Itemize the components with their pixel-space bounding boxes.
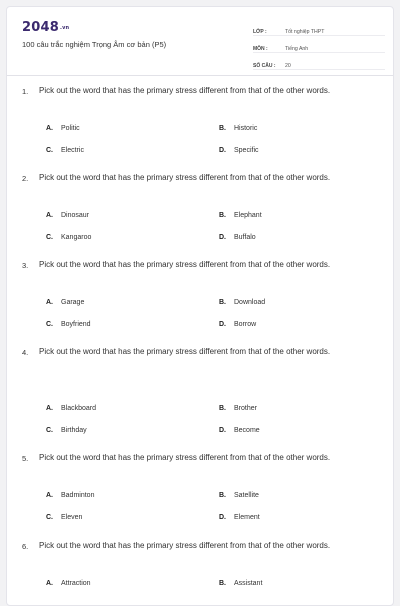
quiz-meta <box>253 19 385 70</box>
question-text: Pick out the word that has the primary stress different from that of the other words. <box>39 453 331 462</box>
quiz-title: 100 câu trắc nghiệm Trọng Âm cơ bản (P5) <box>22 40 167 49</box>
option-a[interactable]: A. Garage <box>46 299 85 306</box>
question-number: 4. <box>22 348 29 357</box>
question-text: Pick out the word that has the primary stress different from that of the other words. <box>39 173 331 182</box>
question-text: Pick out the word that has the primary stress different from that of the other words. <box>39 260 331 269</box>
option-c[interactable]: C. Eleven <box>46 514 83 521</box>
option-c[interactable]: C. Boyfriend <box>46 321 91 328</box>
header <box>7 7 393 76</box>
option-c[interactable]: C. Electric <box>46 147 84 154</box>
question-5 <box>22 454 372 534</box>
question-text: Pick out the word that has the primary stress different from that of the other words. <box>39 86 331 95</box>
option-c[interactable]: C. Birthday <box>46 427 87 434</box>
question-number: 5. <box>22 454 29 463</box>
option-b[interactable]: B. Download <box>219 299 266 306</box>
option-a[interactable]: A. Badminton <box>46 492 95 499</box>
option-b[interactable]: B. Historic <box>219 125 258 132</box>
option-c[interactable]: C. Kangaroo <box>46 234 92 241</box>
question-4 <box>22 348 372 440</box>
site-logo[interactable]: 2048.vn <box>22 20 70 35</box>
option-a[interactable]: A. Dinosaur <box>46 212 90 219</box>
option-d[interactable]: D. Become <box>219 427 260 434</box>
option-a[interactable]: A. Politic <box>46 125 80 132</box>
meta-subject: MÔN : Tiếng Anh <box>253 36 385 53</box>
option-d[interactable]: D. Buffalo <box>219 234 256 241</box>
option-d[interactable]: D. Element <box>219 514 260 521</box>
option-b[interactable]: B. Assistant <box>219 580 263 587</box>
question-1 <box>22 87 372 167</box>
option-b[interactable]: B. Elephant <box>219 212 262 219</box>
option-a[interactable]: A. Attraction <box>46 580 91 587</box>
option-d[interactable]: D. Borrow <box>219 321 257 328</box>
question-text: Pick out the word that has the primary stress different from that of the other words. <box>39 541 331 550</box>
question-number: 1. <box>22 87 29 96</box>
quiz-sheet <box>6 6 394 606</box>
option-d[interactable]: D. Specific <box>219 147 259 154</box>
option-b[interactable]: B. Brother <box>219 405 257 412</box>
question-3 <box>22 261 372 341</box>
meta-class: LỚP : Tốt nghiệp THPT <box>253 19 385 36</box>
option-b[interactable]: B. Satellite <box>219 492 259 499</box>
question-text: Pick out the word that has the primary stress different from that of the other words. <box>39 347 331 356</box>
option-a[interactable]: A. Blackboard <box>46 405 97 412</box>
question-number: 6. <box>22 542 29 551</box>
question-number: 2. <box>22 174 29 183</box>
meta-count: SỐ CÂU : 20 <box>253 53 385 70</box>
question-number: 3. <box>22 261 29 270</box>
question-6 <box>22 542 372 594</box>
question-2 <box>22 174 372 254</box>
